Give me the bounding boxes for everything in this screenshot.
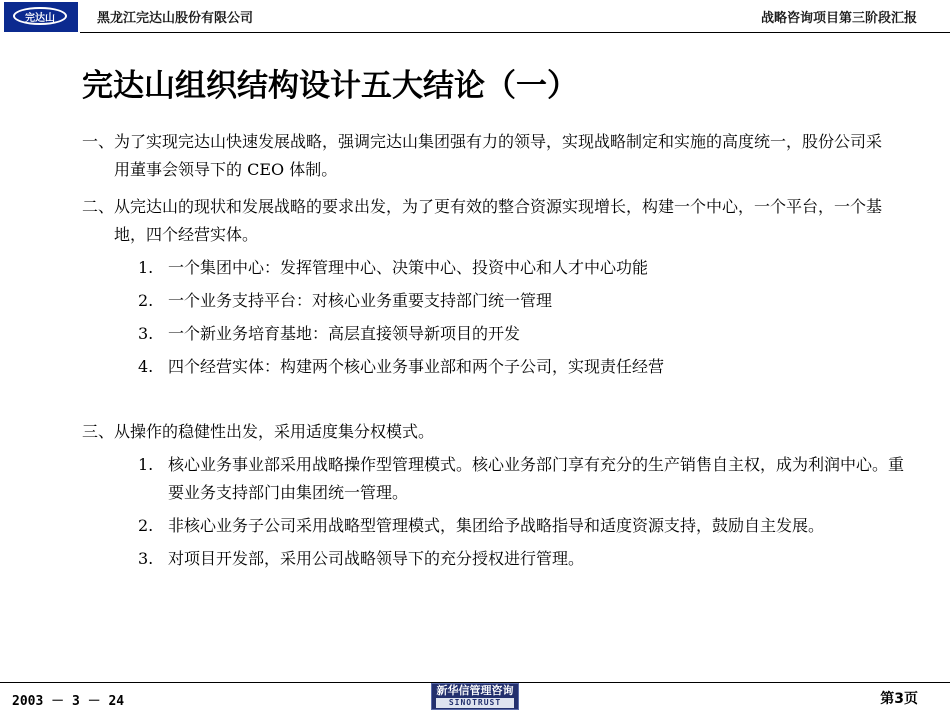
company-name: 黑龙江完达山股份有限公司: [97, 11, 254, 26]
section-2: [82, 193, 912, 249]
slide-body: [82, 128, 912, 573]
section-number: 一、: [82, 132, 115, 151]
consultancy-logo-cn: 新华信管理咨询: [436, 684, 514, 697]
list-item-text: 一个新业务培育基地：高层直接领导新项目的开发: [168, 324, 521, 343]
list-item: [138, 353, 907, 381]
list-item-number: 3.: [138, 324, 154, 343]
list-item-number: 4.: [138, 357, 154, 376]
company-logo: [4, 2, 78, 32]
list-item: [138, 512, 907, 540]
page-number: 第3页: [880, 691, 918, 707]
section-text: 从完达山的现状和发展战略的要求出发，为了更有效的整合资源实现增长，构建一个中心，一个平台，一个基地，四个经营实体。: [114, 197, 883, 244]
list-item: [138, 545, 907, 573]
company-logo-text: 完达山: [25, 12, 55, 24]
slide-header: [0, 0, 950, 34]
section-1: [82, 128, 912, 184]
section-number: 三、: [82, 422, 115, 441]
list-item-number: 2.: [138, 516, 154, 535]
list-item-number: 1.: [138, 258, 154, 277]
list-item: [138, 287, 907, 315]
section-text: 从操作的稳健性出发，采用适度集分权模式。: [114, 422, 435, 441]
company-logo-mark: [13, 7, 67, 25]
list-item: [138, 320, 907, 348]
list-item: [138, 254, 907, 282]
report-title: 战略咨询项目第三阶段汇报: [760, 11, 917, 26]
slide-title: 完达山组织结构设计五大结论（一）: [82, 68, 578, 104]
list-item-text: 非核心业务子公司采用战略型管理模式，集团给予战略指导和适度资源支持，鼓励自主发展。: [168, 516, 825, 535]
section-text: 为了实现完达山快速发展战略，强调完达山集团强有力的领导，实现战略制定和实施的高度统一，股份公司采用董事会领导下的 CEO 体制。: [114, 132, 883, 179]
list-item-text: 核心业务事业部采用战略操作型管理模式。核心业务部门享有充分的生产销售自主权，成为利润中心。重要业务支持部门由集团统一管理。: [168, 455, 905, 502]
list-item-number: 2.: [138, 291, 154, 310]
header-divider: [80, 32, 950, 33]
list-item-text: 对项目开发部，采用公司战略领导下的充分授权进行管理。: [168, 549, 585, 568]
section-3: [82, 418, 912, 446]
footer-date: 2003 － 3 － 24: [12, 694, 125, 709]
list-item-text: 一个集团中心：发挥管理中心、决策中心、投资中心和人才中心功能: [168, 258, 649, 277]
list-item-number: 3.: [138, 549, 154, 568]
list-item-text: 一个业务支持平台：对核心业务重要支持部门统一管理: [168, 291, 553, 310]
consultancy-logo: [431, 683, 519, 710]
list-item-text: 四个经营实体：构建两个核心业务事业部和两个子公司，实现责任经营: [168, 357, 665, 376]
list-item: [138, 451, 907, 507]
list-item-number: 1.: [138, 455, 154, 474]
consultancy-logo-en: SINOTRUST: [436, 698, 514, 708]
section-number: 二、: [82, 197, 115, 216]
